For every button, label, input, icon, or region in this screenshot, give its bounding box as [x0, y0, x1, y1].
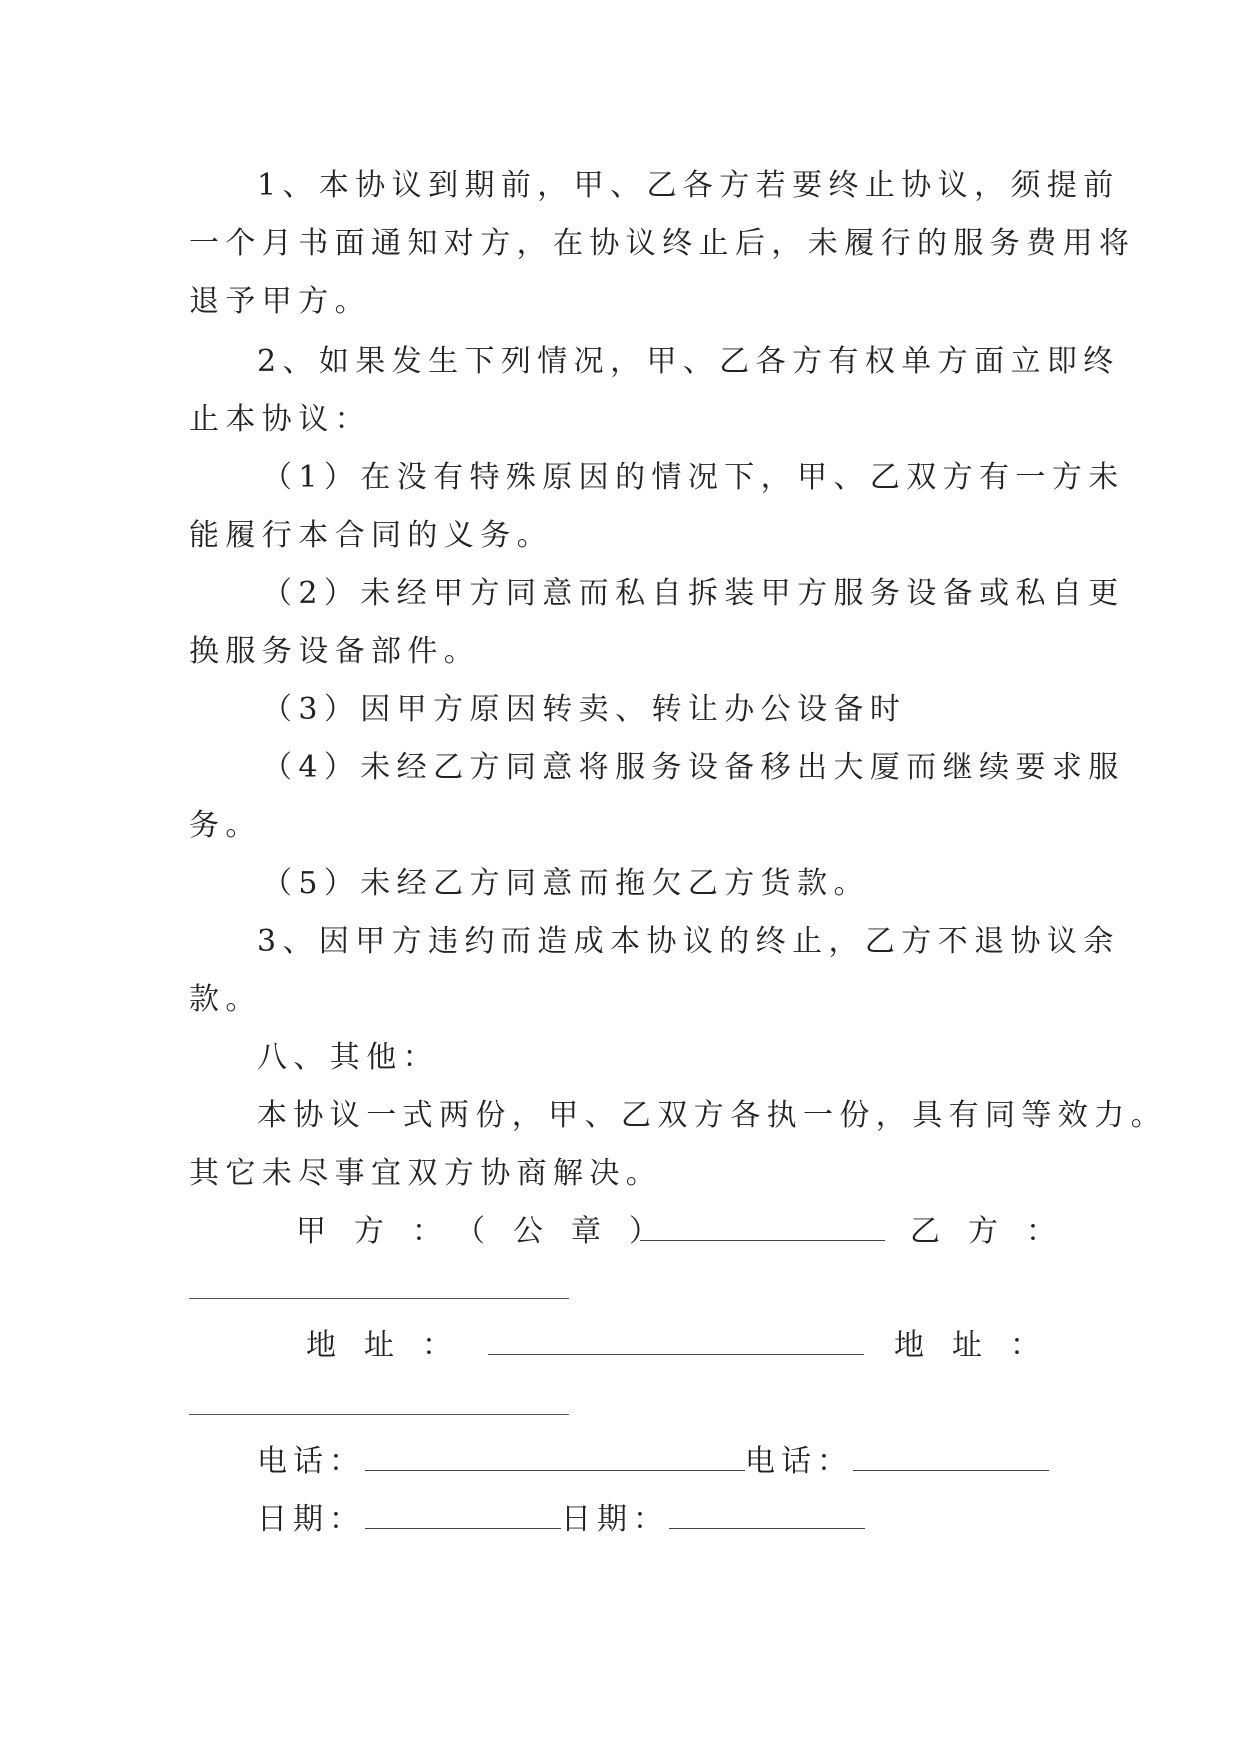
party-a-label: 甲方：（公章） [296, 1214, 687, 1249]
date-b-label: 日期： [561, 1502, 669, 1537]
clause-1-line-1: 1、本协议到期前，甲、乙各方若要终止协议，须提前 [257, 168, 1120, 203]
party-a-blank-wrap [640, 1214, 885, 1250]
other-line-2: 其它未尽事宜双方协商解决。 [189, 1156, 663, 1191]
item-2-line-2: 换服务设备部件。 [189, 634, 481, 669]
address-a-blank-wrap [488, 1328, 864, 1364]
phone-a-label: 电话： [257, 1444, 365, 1479]
address-a-row [306, 1328, 480, 1364]
item-4-line-2: 务。 [189, 808, 262, 843]
date-row [257, 1502, 865, 1538]
party-b-blank[interactable] [189, 1298, 569, 1299]
address-b-label: 地址： [894, 1328, 1068, 1363]
date-a-label: 日期： [257, 1502, 365, 1537]
clause-1-line-2: 一个月书面通知对方，在协议终止后，未履行的服务费用将 [189, 226, 1136, 261]
clause-3-line-2: 款。 [189, 982, 262, 1017]
phone-b-label: 电话： [745, 1444, 853, 1479]
clause-3-line-1: 3、因甲方违约而造成本协议的终止，乙方不退协议余 [257, 924, 1120, 959]
item-3: （3）因甲方原因转卖、转让办公设备时 [262, 692, 907, 727]
address-b-blank[interactable] [189, 1414, 569, 1415]
item-1-line-2: 能履行本合同的义务。 [189, 518, 553, 553]
address-b-row [894, 1328, 1068, 1364]
party-a-row [296, 1214, 687, 1250]
party-a-blank[interactable] [640, 1214, 885, 1241]
date-a-blank[interactable] [365, 1502, 561, 1529]
other-line-1: 本协议一式两份，甲、乙双方各执一份，具有同等效力。 [257, 1098, 1167, 1133]
phone-row [257, 1444, 1049, 1480]
phone-a-blank[interactable] [365, 1444, 745, 1471]
party-b-row [910, 1214, 1084, 1250]
address-a-label: 地址： [306, 1328, 480, 1363]
clause-1-line-3: 退予甲方。 [189, 284, 371, 319]
item-1-line-1: （1）在没有特殊原因的情况下，甲、乙双方有一方未 [262, 460, 1125, 495]
item-4-line-1: （4）未经乙方同意将服务设备移出大厦而继续要求服 [262, 750, 1125, 785]
clause-2-line-1: 2、如果发生下列情况，甲、乙各方有权单方面立即终 [257, 344, 1120, 379]
address-a-blank[interactable] [488, 1328, 864, 1355]
date-b-blank[interactable] [669, 1502, 865, 1529]
item-5: （5）未经乙方同意而拖欠乙方货款。 [262, 866, 870, 901]
item-2-line-1: （2）未经甲方同意而私自拆装甲方服务设备或私自更 [262, 576, 1125, 611]
party-b-label: 乙方： [910, 1214, 1084, 1249]
clause-2-line-2: 止本协议： [189, 402, 371, 437]
phone-b-blank[interactable] [853, 1444, 1049, 1471]
other-heading: 八、其他： [257, 1040, 439, 1075]
